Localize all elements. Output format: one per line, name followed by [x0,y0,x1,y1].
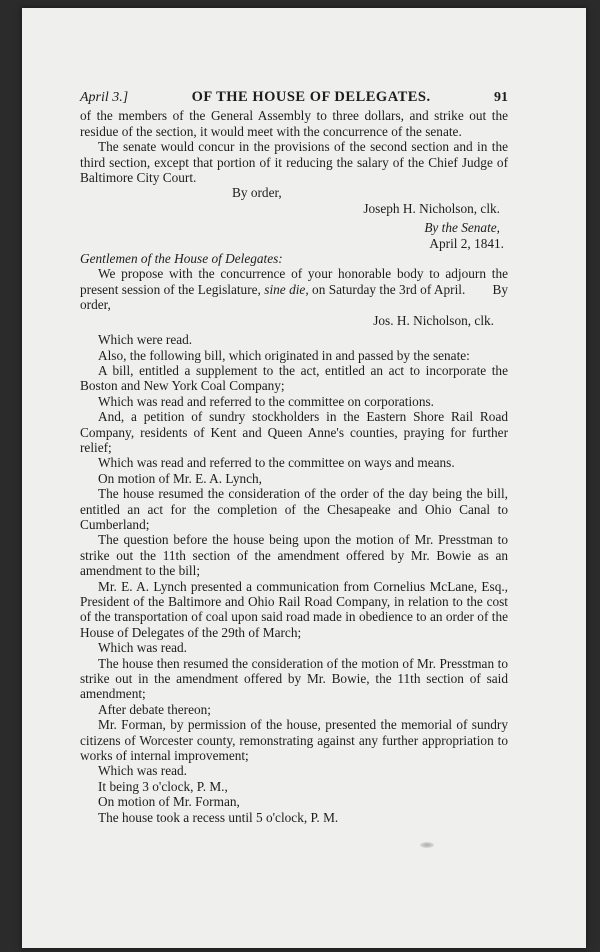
text-run: on Saturday the 3rd of April. [308,281,466,297]
paragraph: Which was read and referred to the committee on corporations. [98,393,434,409]
paragraph: Which was read. [98,640,187,656]
paragraph: Also, the following bill, which originated in and passed by the senate: [98,347,470,363]
paragraph: The question before the house being upon the motion of Mr. Presstman to strike out the 11th section of the amendment offered by Mr. Bowie as an amendment to the bill; [80,532,508,579]
paragraph: The house then resumed the consideration of the motion of Mr. Presstman to strike out in the amendment offered by Mr. Bowie, the 11th section of said amendment; [80,655,508,702]
salutation: Gentlemen of the House of Delegates: [80,251,283,267]
header-title: OF THE HOUSE OF DELEGATES. [191,89,431,105]
paragraph [80,266,508,312]
latin-phrase: sine die, [264,281,309,297]
paragraph: The house resumed the consideration of the order of the day being the bill, entitled an act for the completion of the Chesapeake and Ohio Canal to Cumberland; [80,486,508,532]
page-sheet [22,8,586,948]
paragraph: Which was read and referred to the committee on ways and means. [98,455,455,471]
senate-date: April 2, 1841. [429,235,504,251]
signature: Joseph H. Nicholson, clk. [363,200,500,216]
paragraph: And, a petition of sundry stockholders in the Eastern Shore Rail Road Company, residents of Kent and Queen Anne's counties, praying for further relief; [80,409,508,455]
text-run: We propose with the concurrence of your honorable body to adjourn the present session of the Legislature, [80,266,508,297]
paragraph: of the members of the General Assembly to three dollars, and strike out the residue of the section, it would meet with the concurrence of the senate. [80,108,508,139]
paragraph: After debate thereon; [98,701,211,717]
paragraph: The senate would concur in the provisions of the second section and in the third section, except that portion of it reducing the salary of the Chief Judge of Baltimore City Court. [80,139,508,186]
paragraph: Mr. Forman, by permission of the house, presented the memorial of sundry citizens of Worcester county, remonstrating against any further appropriation to works of internal improvement; [80,717,508,764]
paragraph: On motion of Mr. Forman, [98,794,240,810]
by-order: By order, [232,185,282,201]
paragraph: A bill, entitled a supplement to the act, entitled an act to incorporate the Boston and New York Coal Company; [80,362,508,394]
paragraph: On motion of Mr. E. A. Lynch, [98,470,262,486]
paragraph: It being 3 o'clock, P. M., [98,778,228,794]
running-header [80,90,508,105]
page-content [80,90,508,825]
signature: Jos. H. Nicholson, clk. [373,312,494,328]
paragraph: Which were read. [98,332,193,348]
by-order: By order, [80,281,509,313]
senate-line: By the Senate, [424,220,500,236]
ink-smudge [420,842,434,848]
header-date: April 3.] [80,90,129,105]
paragraph: Mr. E. A. Lynch presented a communication from Cornelius McLane, Esq., President of the Baltimore and Ohio Rail Road Company, in relation to the cost of the transportation of coal upon said road made in obedience to an order of the House of Delegates of the 29th of March; [80,578,508,640]
paragraph: Which was read. [98,763,187,779]
paragraph: The house took a recess until 5 o'clock, P. M. [98,809,339,825]
page-number: 91 [494,90,508,105]
